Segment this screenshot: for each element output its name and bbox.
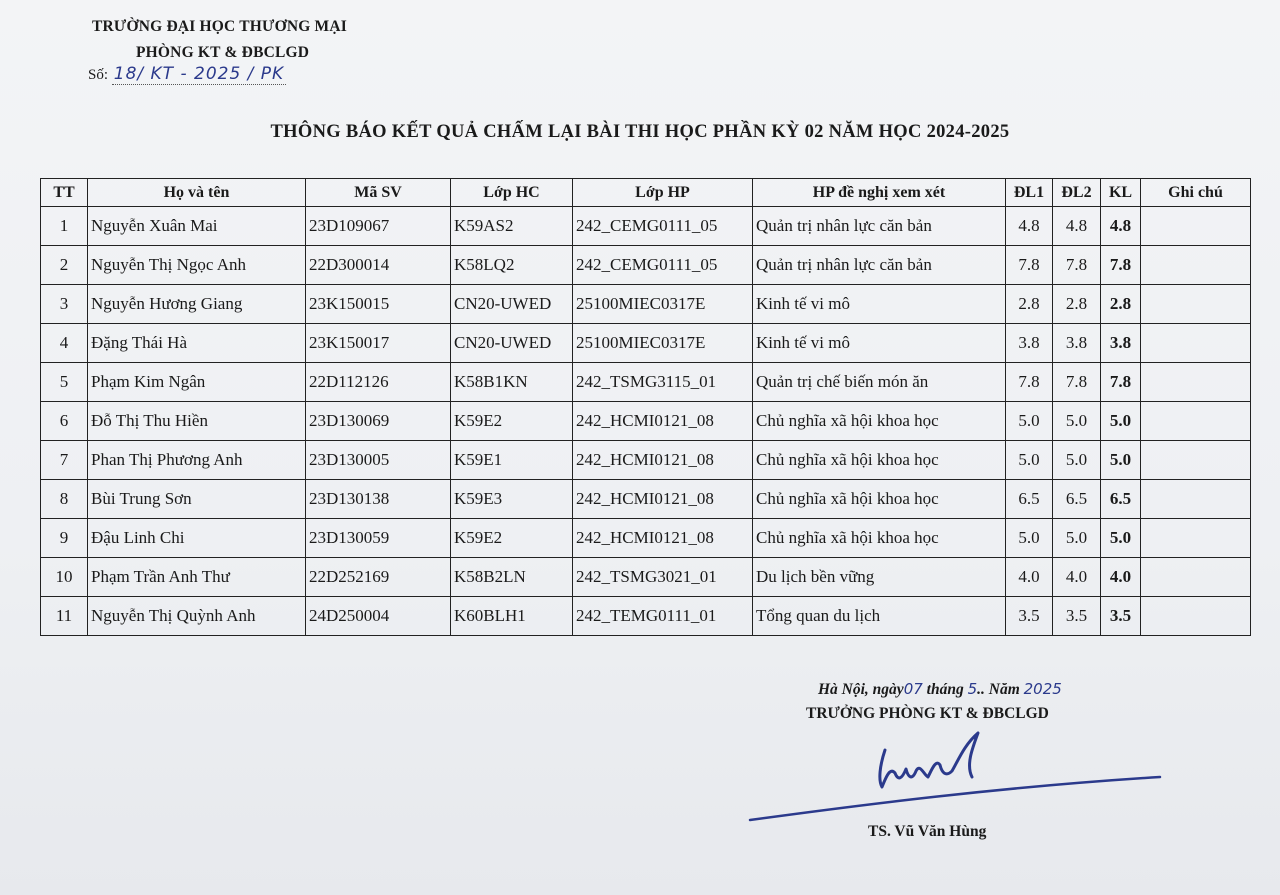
cell-course-class: 242_CEMG0111_05 (573, 246, 753, 285)
cell-admin-class: K59E2 (451, 519, 573, 558)
cell-tt: 6 (41, 402, 88, 441)
cell-kl: 5.0 (1101, 441, 1141, 480)
cell-note (1141, 597, 1251, 636)
date-year: 2025 (1023, 680, 1062, 698)
cell-dl2: 5.0 (1053, 519, 1101, 558)
cell-course: Du lịch bền vững (753, 558, 1006, 597)
table-row (41, 519, 1251, 558)
cell-kl: 5.0 (1101, 519, 1141, 558)
cell-course-class: 242_CEMG0111_05 (573, 207, 753, 246)
col-header-student-id: Mã SV (306, 179, 451, 207)
cell-course: Quản trị nhân lực căn bản (753, 246, 1006, 285)
cell-name: Nguyễn Thị Ngọc Anh (88, 246, 306, 285)
cell-note (1141, 207, 1251, 246)
cell-dl2: 2.8 (1053, 285, 1101, 324)
cell-note (1141, 558, 1251, 597)
cell-dl2: 6.5 (1053, 480, 1101, 519)
cell-kl: 4.0 (1101, 558, 1141, 597)
cell-kl: 3.8 (1101, 324, 1141, 363)
document-title: THÔNG BÁO KẾT QUẢ CHẤM LẠI BÀI THI HỌC PHẦN KỲ 02 NĂM HỌC 2024-2025 (270, 122, 1010, 142)
cell-student-id: 22D300014 (306, 246, 451, 285)
cell-dl1: 3.5 (1006, 597, 1053, 636)
cell-note (1141, 246, 1251, 285)
cell-student-id: 22D112126 (306, 363, 451, 402)
col-header-admin-class: Lớp HC (451, 179, 573, 207)
cell-kl: 6.5 (1101, 480, 1141, 519)
cell-dl1: 5.0 (1006, 519, 1053, 558)
cell-dl2: 7.8 (1053, 363, 1101, 402)
month-label: tháng (926, 681, 964, 698)
cell-course: Chủ nghĩa xã hội khoa học (753, 519, 1006, 558)
cell-kl: 3.5 (1101, 597, 1141, 636)
cell-tt: 1 (41, 207, 88, 246)
cell-course-class: 242_HCMI0121_08 (573, 441, 753, 480)
table-row (41, 324, 1251, 363)
cell-dl1: 4.8 (1006, 207, 1053, 246)
table-row (41, 402, 1251, 441)
table-header-row (41, 179, 1251, 207)
cell-course: Kinh tế vi mô (753, 285, 1006, 324)
cell-note (1141, 480, 1251, 519)
cell-name: Nguyễn Hương Giang (88, 285, 306, 324)
cell-admin-class: K58B1KN (451, 363, 573, 402)
cell-tt: 4 (41, 324, 88, 363)
cell-dl2: 5.0 (1053, 441, 1101, 480)
table-row (41, 207, 1251, 246)
cell-student-id: 23D130005 (306, 441, 451, 480)
document-number-label: Số: (88, 67, 109, 83)
col-header-kl: KL (1101, 179, 1141, 207)
department-name: PHÒNG KT & ĐBCLGD (136, 44, 310, 61)
cell-note (1141, 324, 1251, 363)
cell-dl2: 5.0 (1053, 402, 1101, 441)
cell-dl1: 6.5 (1006, 480, 1053, 519)
cell-course-class: 242_TSMG3115_01 (573, 363, 753, 402)
cell-note (1141, 441, 1251, 480)
cell-note (1141, 519, 1251, 558)
document-number (88, 64, 286, 84)
cell-name: Bùi Trung Sơn (88, 480, 306, 519)
cell-student-id: 23K150015 (306, 285, 451, 324)
cell-student-id: 23D130059 (306, 519, 451, 558)
cell-course-class: 242_HCMI0121_08 (573, 519, 753, 558)
date-month: 5 (967, 680, 978, 698)
cell-dl1: 5.0 (1006, 402, 1053, 441)
cell-dl2: 4.8 (1053, 207, 1101, 246)
cell-dl1: 4.0 (1006, 558, 1053, 597)
cell-student-id: 23D109067 (306, 207, 451, 246)
cell-tt: 3 (41, 285, 88, 324)
place-prefix: Hà Nội, ngày (818, 681, 904, 698)
cell-admin-class: K59E1 (451, 441, 573, 480)
cell-course: Tổng quan du lịch (753, 597, 1006, 636)
cell-note (1141, 363, 1251, 402)
cell-student-id: 24D250004 (306, 597, 451, 636)
org-name: TRƯỜNG ĐẠI HỌC THƯƠNG MẠI (92, 18, 348, 35)
cell-name: Phạm Kim Ngân (88, 363, 306, 402)
cell-tt: 10 (41, 558, 88, 597)
cell-course: Quản trị chế biến món ăn (753, 363, 1006, 402)
cell-admin-class: K59E2 (451, 402, 573, 441)
cell-dl2: 4.0 (1053, 558, 1101, 597)
cell-name: Nguyễn Thị Quỳnh Anh (88, 597, 306, 636)
cell-kl: 2.8 (1101, 285, 1141, 324)
cell-course-class: 242_TSMG3021_01 (573, 558, 753, 597)
cell-student-id: 23D130138 (306, 480, 451, 519)
cell-dl2: 7.8 (1053, 246, 1101, 285)
cell-course-class: 242_TEMG0111_01 (573, 597, 753, 636)
signer-name: TS. Vũ Văn Hùng (868, 823, 987, 840)
col-header-dl1: ĐL1 (1006, 179, 1053, 207)
cell-kl: 7.8 (1101, 363, 1141, 402)
cell-course: Chủ nghĩa xã hội khoa học (753, 441, 1006, 480)
cell-name: Phạm Trần Anh Thư (88, 558, 306, 597)
cell-dl1: 5.0 (1006, 441, 1053, 480)
table-row (41, 441, 1251, 480)
cell-admin-class: K59E3 (451, 480, 573, 519)
cell-admin-class: K60BLH1 (451, 597, 573, 636)
cell-course-class: 242_HCMI0121_08 (573, 480, 753, 519)
cell-dl2: 3.8 (1053, 324, 1101, 363)
table-row (41, 285, 1251, 324)
cell-tt: 11 (41, 597, 88, 636)
year-label: .. Năm (977, 681, 1020, 698)
cell-student-id: 22D252169 (306, 558, 451, 597)
table-row (41, 246, 1251, 285)
cell-kl: 5.0 (1101, 402, 1141, 441)
col-header-tt: TT (41, 179, 88, 207)
document-number-value: 18/ KT - 2025 / PK (113, 64, 285, 84)
cell-name: Đỗ Thị Thu Hiền (88, 402, 306, 441)
cell-dl1: 2.8 (1006, 285, 1053, 324)
cell-dl1: 7.8 (1006, 246, 1053, 285)
cell-admin-class: K59AS2 (451, 207, 573, 246)
cell-note (1141, 285, 1251, 324)
signature-image (740, 725, 1170, 825)
cell-admin-class: CN20-UWED (451, 324, 573, 363)
col-header-dl2: ĐL2 (1053, 179, 1101, 207)
cell-course-class: 242_HCMI0121_08 (573, 402, 753, 441)
col-header-name: Họ và tên (88, 179, 306, 207)
results-table (40, 178, 1251, 636)
cell-course: Quản trị nhân lực căn bản (753, 207, 1006, 246)
cell-name: Phan Thị Phương Anh (88, 441, 306, 480)
cell-admin-class: CN20-UWED (451, 285, 573, 324)
cell-name: Đậu Linh Chi (88, 519, 306, 558)
cell-kl: 4.8 (1101, 207, 1141, 246)
table-row (41, 363, 1251, 402)
cell-course: Kinh tế vi mô (753, 324, 1006, 363)
cell-dl1: 3.8 (1006, 324, 1053, 363)
cell-student-id: 23D130069 (306, 402, 451, 441)
signer-position: TRƯỞNG PHÒNG KT & ĐBCLGD (806, 705, 1049, 722)
cell-admin-class: K58B2LN (451, 558, 573, 597)
cell-course: Chủ nghĩa xã hội khoa học (753, 480, 1006, 519)
cell-admin-class: K58LQ2 (451, 246, 573, 285)
col-header-note: Ghi chú (1141, 179, 1251, 207)
cell-course: Chủ nghĩa xã hội khoa học (753, 402, 1006, 441)
table-row (41, 558, 1251, 597)
date-day: 07 (903, 680, 923, 698)
table-row (41, 480, 1251, 519)
col-header-course: HP đề nghị xem xét (753, 179, 1006, 207)
table-row (41, 597, 1251, 636)
cell-name: Nguyễn Xuân Mai (88, 207, 306, 246)
cell-tt: 8 (41, 480, 88, 519)
cell-course-class: 25100MIEC0317E (573, 285, 753, 324)
cell-dl2: 3.5 (1053, 597, 1101, 636)
cell-tt: 9 (41, 519, 88, 558)
cell-name: Đặng Thái Hà (88, 324, 306, 363)
cell-tt: 2 (41, 246, 88, 285)
cell-kl: 7.8 (1101, 246, 1141, 285)
cell-tt: 5 (41, 363, 88, 402)
cell-course-class: 25100MIEC0317E (573, 324, 753, 363)
col-header-course-class: Lớp HP (573, 179, 753, 207)
date-line (818, 680, 1062, 699)
cell-dl1: 7.8 (1006, 363, 1053, 402)
cell-tt: 7 (41, 441, 88, 480)
cell-note (1141, 402, 1251, 441)
cell-student-id: 23K150017 (306, 324, 451, 363)
